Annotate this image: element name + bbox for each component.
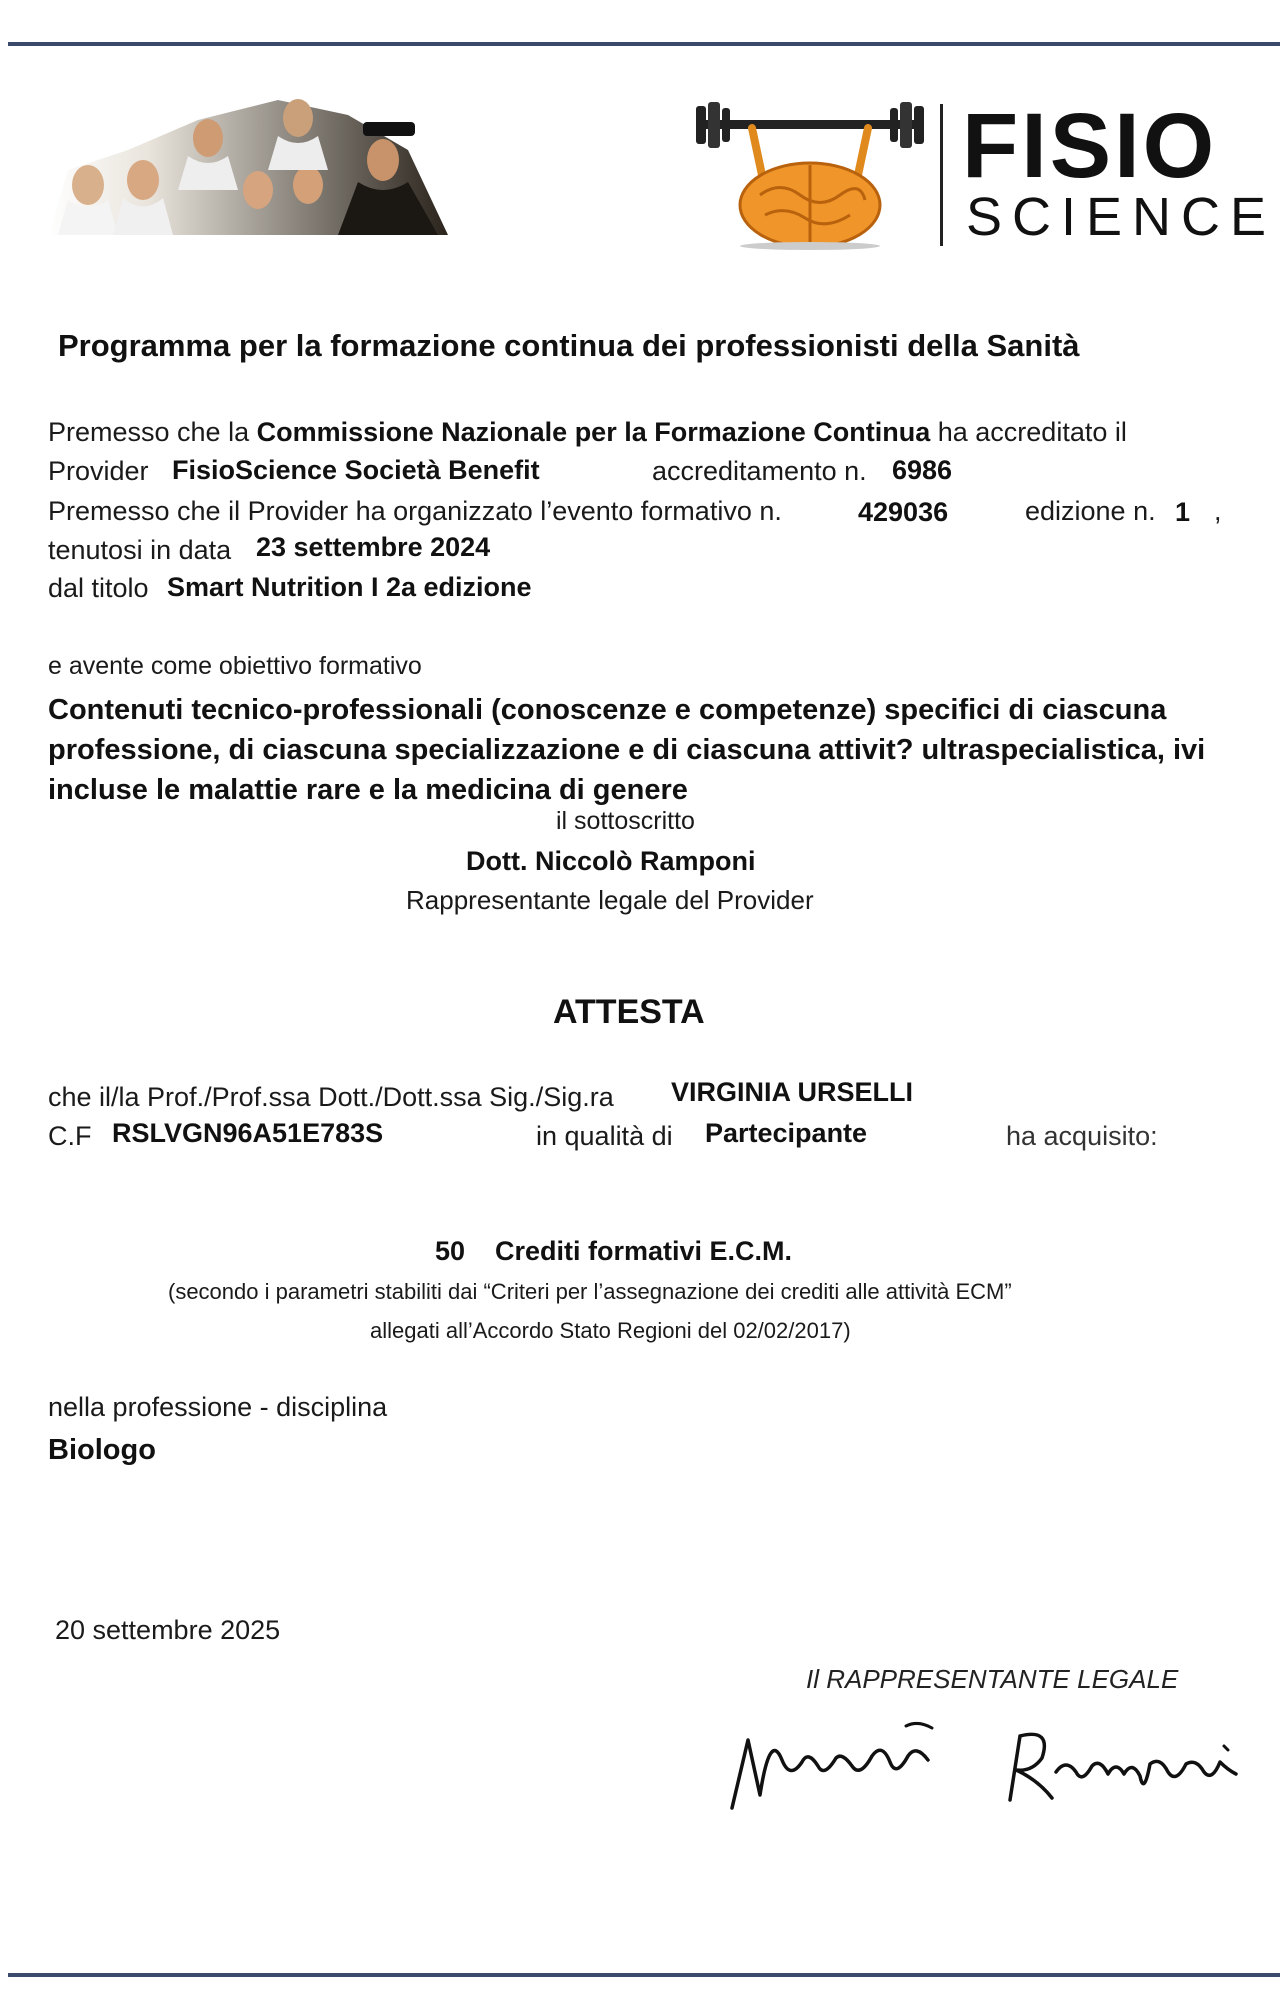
objective-text: Contenuti tecnico-professionali (conoscenze e competenze) specifici di ciascuna professione, di ciascuna specializzazione e di ciascuna attivit? ultraspecialistica, ivi incluse le malattie rare e la medicina di genere [48,694,1206,806]
commission-name: Commissione Nazionale per la Formazione Continua [256,417,931,447]
provider-label: Provider [48,456,149,486]
accreditation-label: accreditamento n. [652,456,867,486]
accreditation-number: 6986 [892,455,953,485]
event-number: 429036 [858,497,949,527]
attesta-heading: ATTESTA [553,993,705,1031]
edition-label: edizione n. [1025,496,1156,526]
legal-representative-label: Il RAPPRESENTANTE LEGALE [806,1664,1179,1694]
objective-label: e avente come obiettivo formativo [48,652,422,680]
credits-amount: 50 [435,1236,466,1266]
event-title: Smart Nutrition I 2a edizione [167,572,532,602]
undersigned-label: il sottoscritto [556,807,695,835]
date-label: tenutosi in data [48,535,232,565]
edition-number: 1 [1175,497,1191,527]
top-border [8,42,1280,46]
recipient-name: VIRGINIA URSELLI [671,1077,914,1107]
credits-note-1: (secondo i parametri stabiliti dai “Criteri per l’assegnazione dei crediti alle attività ECM” [168,1279,1012,1304]
signer-name: Dott. Niccolò Ramponi [466,846,756,876]
profession-value: Biologo [48,1434,156,1466]
event-date: 23 settembre 2024 [256,532,491,562]
title-label: dal titolo [48,573,149,603]
role-value: Partecipante [705,1118,868,1148]
cf-value: RSLVGN96A51E783S [112,1118,384,1148]
logo-divider [940,104,943,246]
issue-date: 20 settembre 2025 [55,1615,281,1645]
credits-note-2: allegati all’Accordo Stato Regioni del 02/02/2017) [370,1318,851,1343]
provider-name: FisioScience Società Benefit [172,455,540,485]
brain-lifting-icon [690,100,930,250]
premise-line-1: Premesso che la Commissione Nazionale per la Formazione Continua ha accreditato il [48,417,1127,447]
cf-label: C.F [48,1121,92,1151]
brand-science: SCIENCE [966,187,1277,247]
role-label: in qualità di [536,1121,673,1151]
anatomy-lesson-painting [48,90,448,235]
signer-role: Rappresentante legale del Provider [406,885,814,915]
credits-label: Crediti formativi E.C.M. [495,1236,793,1266]
bottom-border [8,1973,1280,1977]
edition-comma: , [1214,496,1222,526]
document-title: Programma per la formazione continua dei professionisti della Sanità [58,328,1080,363]
event-line: Premesso che il Provider ha organizzato l’evento formativo n. [48,496,782,526]
fisioscience-logo [690,95,1277,250]
profession-label: nella professione - disciplina [48,1392,388,1422]
recipient-prefix: che il/la Prof./Prof.ssa Dott./Dott.ssa Sig./Sig.ra [48,1082,614,1112]
signature [720,1700,1260,1820]
acquired-label: ha acquisito: [1006,1121,1158,1151]
brand-fisio: FISIO [962,95,1218,197]
